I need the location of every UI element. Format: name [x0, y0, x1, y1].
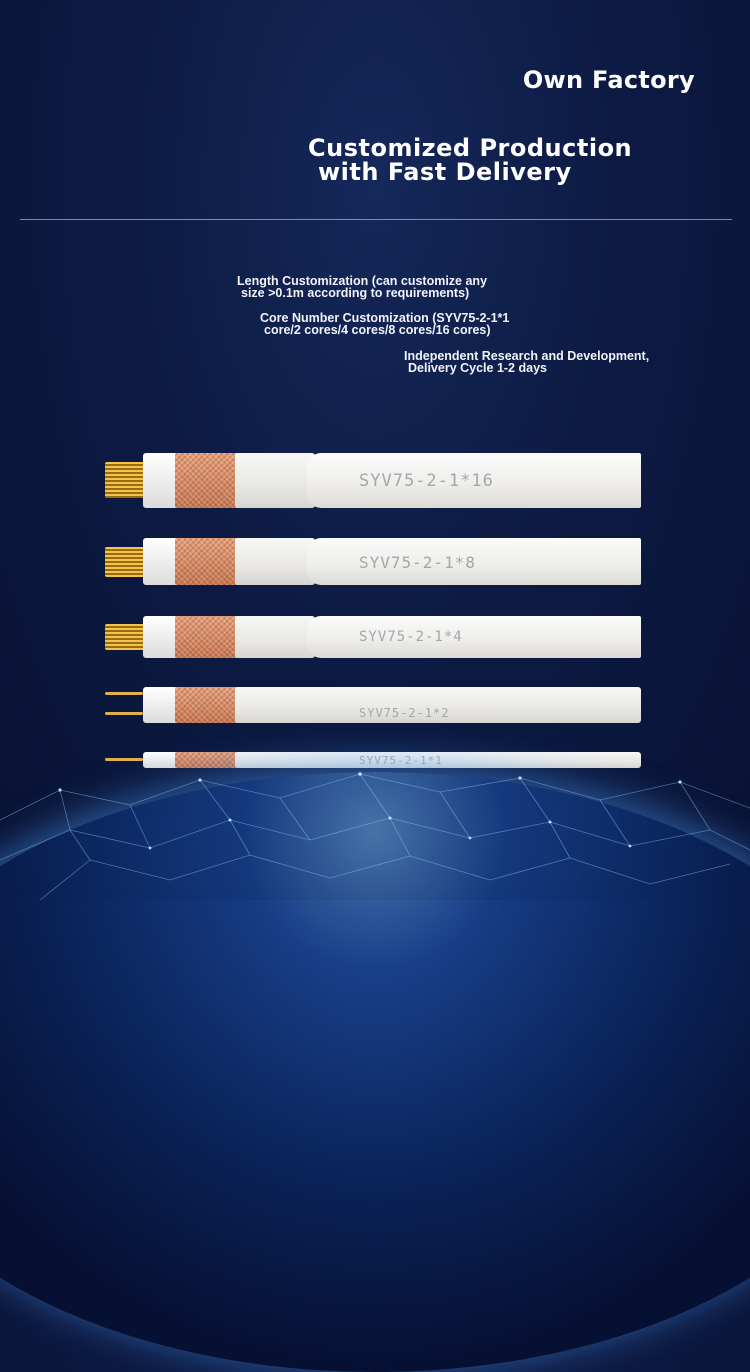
insulation-layer: [143, 687, 179, 723]
insulation-layer: [143, 538, 179, 585]
feature-cores: [260, 312, 509, 336]
cable-4-core: [105, 616, 641, 658]
divider: [20, 219, 732, 220]
copper-wires-icon: [105, 547, 147, 577]
outer-sheath: [307, 616, 641, 658]
copper-braid: [175, 538, 237, 585]
cable-2-core: [105, 687, 641, 723]
insulation-layer: [143, 453, 179, 508]
cable-8-core: [105, 538, 641, 585]
feature-length-line-2: size >0.1m according to requirements): [241, 286, 470, 300]
headline: [308, 136, 632, 184]
feature-length: [237, 275, 487, 299]
feature-length-line-1: Length Customization (can customize any: [237, 274, 488, 288]
cable-label: SYV75-2-1*16: [359, 471, 494, 491]
inner-jacket: [235, 616, 315, 658]
inner-jacket: [235, 538, 315, 585]
insulation-layer: [143, 616, 179, 658]
copper-wires-icon: [105, 712, 143, 715]
copper-wires-icon: [105, 692, 143, 695]
feature-cores-line-1: Core Number Customization (SYV75-2-1*1: [260, 311, 510, 325]
headline-line-1: Customized Production: [308, 134, 633, 162]
headline-line-2: with Fast Delivery: [318, 158, 572, 186]
copper-braid: [175, 616, 237, 658]
copper-braid: [175, 453, 237, 508]
cable-16-core: [105, 453, 641, 508]
feature-rnd: [404, 350, 649, 374]
brand-tag: Own Factory: [522, 66, 695, 94]
cable-label: SYV75-2-1*1: [359, 754, 443, 767]
copper-wires-icon: [105, 624, 147, 650]
feature-rnd-line-1: Independent Research and Development,: [404, 349, 650, 363]
inner-jacket: [235, 453, 315, 508]
feature-rnd-line-2: Delivery Cycle 1-2 days: [408, 361, 547, 375]
cable-label: SYV75-2-1*8: [359, 553, 476, 572]
feature-cores-line-2: core/2 cores/4 cores/8 cores/16 cores): [264, 323, 491, 337]
cable-label: SYV75-2-1*2: [359, 706, 450, 720]
copper-braid: [175, 687, 237, 723]
cable-label: SYV75-2-1*4: [359, 629, 463, 645]
copper-wires-icon: [105, 462, 147, 498]
network-lines-image: [0, 760, 750, 900]
